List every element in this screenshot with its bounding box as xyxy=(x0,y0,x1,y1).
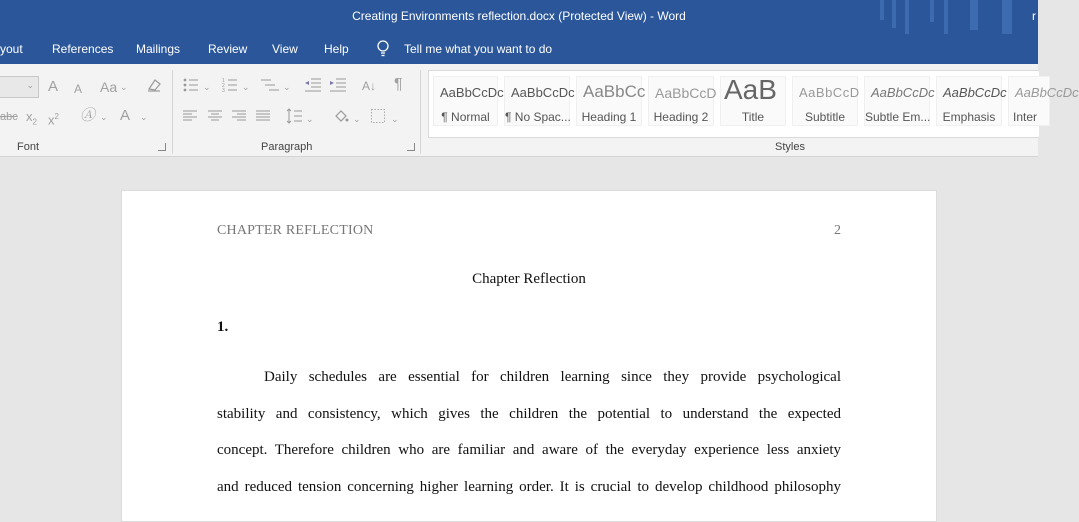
borders-icon[interactable] xyxy=(371,109,385,123)
ribbon-tabs xyxy=(0,34,1038,64)
document-title: Chapter Reflection xyxy=(472,271,586,287)
chevron-down-icon: ⌄ xyxy=(242,82,250,92)
paragraph-line: and reduced tension concerning higher learning order. It is crucial to develop childhood philosophy xyxy=(217,478,841,495)
strikethrough-button[interactable]: abc xyxy=(0,111,18,123)
window-title: Creating Environments reflection.docx (Protected View) - Word xyxy=(352,9,686,23)
sort-button[interactable]: A↓ xyxy=(362,79,377,93)
subscript-button[interactable]: $x_2$ xyxy=(26,109,37,127)
chevron-down-icon: ⌄ xyxy=(26,80,34,90)
style-sample: AaB xyxy=(724,74,777,105)
svg-text:3: 3 xyxy=(222,88,225,94)
font-size-box[interactable] xyxy=(0,76,39,98)
style-name: ¶ No Spac... xyxy=(505,110,571,124)
style-heading-2[interactable] xyxy=(648,76,717,126)
ribbon xyxy=(0,64,1079,157)
paragraph-group-label: Paragraph xyxy=(261,141,313,153)
svg-text:2: 2 xyxy=(222,83,225,89)
style-subtle-emphasis[interactable] xyxy=(864,76,935,126)
chevron-down-icon: ⌄ xyxy=(283,82,291,92)
grow-font-button[interactable]: A xyxy=(48,78,59,95)
tab-references[interactable]: References xyxy=(52,42,114,56)
style-sample: AaBbCcDc xyxy=(440,85,504,100)
tab-mailings[interactable]: Mailings xyxy=(136,42,181,56)
clear-formatting-icon[interactable] xyxy=(146,77,162,93)
shrink-font-button[interactable]: A xyxy=(74,82,83,96)
style-sample: AaBbCcDc xyxy=(943,85,1007,100)
superscript-label: x xyxy=(48,112,55,128)
superscript-button[interactable]: $x^2$ xyxy=(48,112,59,128)
style-sample: AaBbCcDc xyxy=(1015,85,1079,100)
paragraph-line: concept. Therefore children who are familiar and aware of the everyday experience less anxiety xyxy=(217,442,841,459)
multilevel-list-icon[interactable] xyxy=(261,78,279,92)
font-dialog-launcher[interactable] xyxy=(158,143,166,151)
justify-icon[interactable] xyxy=(256,110,270,122)
page-number: 2 xyxy=(834,223,841,238)
running-head: CHAPTER REFLECTION xyxy=(217,223,374,238)
style-sample: AaBbCcDc xyxy=(871,85,935,100)
font-color-button[interactable]: A xyxy=(120,107,131,124)
tab-view[interactable]: View xyxy=(272,42,298,56)
section-number: 1. xyxy=(217,319,229,335)
style-emphasis[interactable] xyxy=(936,76,1007,126)
chevron-down-icon: ⌄ xyxy=(140,112,148,122)
change-case-button[interactable]: Aa xyxy=(100,79,118,95)
group-divider xyxy=(420,70,421,154)
chevron-down-icon: ⌄ xyxy=(100,112,108,122)
shading-icon[interactable] xyxy=(333,108,349,124)
group-divider xyxy=(172,70,173,154)
font-group-label: Font xyxy=(17,141,40,153)
style-sample: AaBbCcDc xyxy=(511,85,575,100)
subscript-label: x xyxy=(26,109,33,124)
styles-group-label: Styles xyxy=(775,141,805,153)
lightbulb-icon[interactable] xyxy=(376,40,390,58)
text-effects-icon[interactable]: Ⓐ xyxy=(80,107,96,124)
paragraph-line: stability and consistency, which gives the children the potential to understand the expected xyxy=(217,405,841,422)
body-paragraph xyxy=(217,359,841,505)
svg-text:1: 1 xyxy=(222,78,225,84)
style-title[interactable] xyxy=(720,76,786,126)
style-name: Emphasis xyxy=(942,110,996,124)
style-no-spacing[interactable] xyxy=(504,76,575,126)
tab-review[interactable]: Review xyxy=(208,42,248,56)
style-name: Subtitle xyxy=(804,110,846,124)
style-name: Title xyxy=(741,110,765,124)
style-normal[interactable] xyxy=(433,76,504,126)
decrease-indent-icon[interactable] xyxy=(305,78,321,92)
style-name: ¶ Normal xyxy=(441,110,490,124)
align-right-icon[interactable] xyxy=(232,110,246,122)
style-name: Subtle Em... xyxy=(865,110,931,124)
style-sample: AaBbCcD xyxy=(799,85,860,100)
style-name: Heading 2 xyxy=(653,110,709,124)
style-heading-1[interactable] xyxy=(576,76,646,126)
bullets-icon[interactable] xyxy=(183,78,199,92)
show-formatting-button[interactable]: ¶ xyxy=(394,76,403,93)
chevron-down-icon: ⌄ xyxy=(203,82,211,92)
tab-help[interactable]: Help xyxy=(324,42,349,56)
title-bar xyxy=(0,0,1038,34)
chevron-down-icon: ⌄ xyxy=(391,114,399,124)
style-intense-emphasis[interactable] xyxy=(1008,76,1079,126)
style-name: Inter xyxy=(1013,110,1038,124)
chevron-down-icon: ⌄ xyxy=(353,114,361,124)
style-sample: AaBbCcD xyxy=(655,85,717,101)
document-page[interactable] xyxy=(121,190,937,522)
style-sample: AaBbCc xyxy=(583,82,646,101)
style-subtitle[interactable] xyxy=(792,76,858,126)
line-spacing-icon[interactable] xyxy=(286,108,302,124)
chevron-down-icon: ⌄ xyxy=(306,114,314,124)
tab-layout[interactable]: yout xyxy=(0,42,23,56)
paragraph-line: Daily schedules are essential for children learning since they provide psychological xyxy=(264,369,841,385)
paragraph-dialog-launcher[interactable] xyxy=(407,143,415,151)
chevron-down-icon: ⌄ xyxy=(120,82,128,92)
tell-me-search[interactable]: Tell me what you want to do xyxy=(404,42,553,56)
align-left-icon[interactable] xyxy=(183,110,197,122)
numbering-icon[interactable] xyxy=(222,78,238,92)
increase-indent-icon[interactable] xyxy=(330,78,346,92)
style-name: Heading 1 xyxy=(581,110,637,124)
account-initial[interactable]: r xyxy=(1032,9,1036,23)
align-center-icon[interactable] xyxy=(208,110,222,122)
